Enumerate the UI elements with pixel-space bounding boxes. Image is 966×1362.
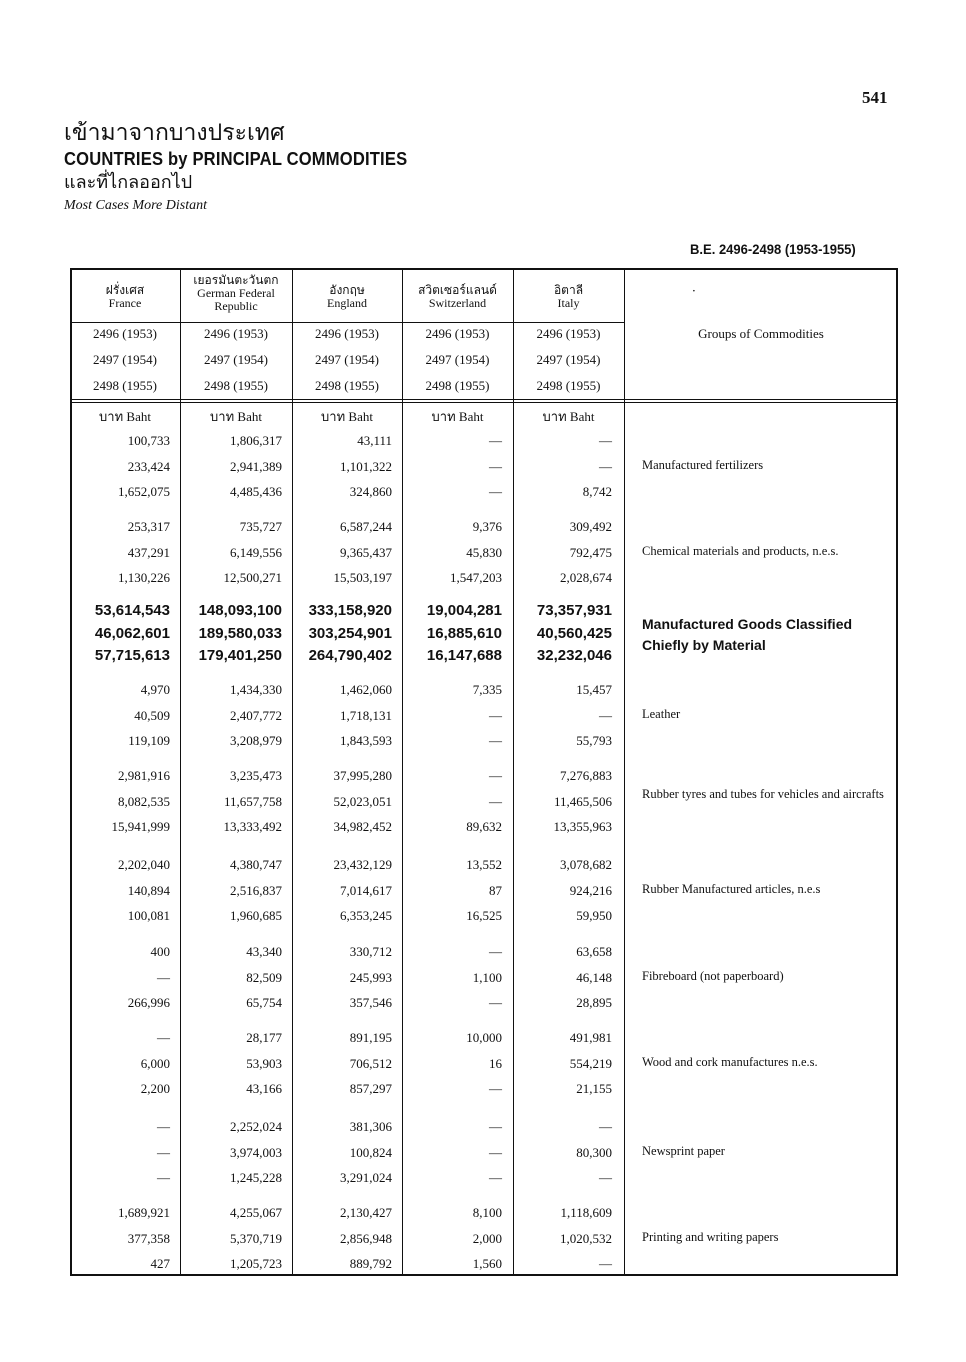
table-cell: 9,376	[472, 519, 502, 534]
commodity-label: Manufactured Goods Classified Chiefly by Material	[642, 616, 853, 653]
table-cell: —	[157, 1119, 170, 1134]
table-cell: 45,830	[466, 544, 502, 560]
table-cell: 13,552	[466, 857, 502, 872]
year-label: 2496 (1953)	[315, 326, 379, 341]
table-cell: 857,297	[349, 1081, 392, 1096]
table-cell: 6,587,244	[340, 519, 392, 534]
commodity-label: Wood and cork manufactures n.e.s.	[642, 1055, 818, 1069]
year-label: 2496 (1953)	[536, 326, 601, 341]
year-label: 2498 (1955)	[425, 378, 490, 393]
table-cell: 437,291	[127, 544, 170, 560]
period-label: B.E. 2496-2498 (1953-1955)	[690, 241, 856, 257]
year-label: 2496 (1953)	[93, 326, 157, 341]
table-cell: 57,715,613	[94, 647, 170, 664]
year-label: 2496 (1953)	[204, 326, 268, 341]
column-header	[292, 283, 402, 310]
unit-label: บาท Baht	[431, 409, 484, 424]
table-cell: 43,111	[357, 433, 392, 448]
table-cell: 5,370,719	[230, 1230, 282, 1246]
table-cell: 924,216	[569, 882, 612, 898]
table-cell: 46,062,601	[94, 624, 170, 642]
table-cell: 21,155	[576, 1081, 612, 1096]
table-cell: —	[489, 995, 502, 1010]
table-cell: 15,503,197	[333, 570, 392, 585]
table-cell: 889,792	[349, 1256, 392, 1271]
year-label: 2496 (1953)	[425, 326, 490, 341]
column-header-thai: อังกฤษ	[329, 283, 365, 297]
column-header-english: Italy	[557, 296, 580, 310]
table-cell: 40,560,425	[536, 624, 612, 642]
table-cell: 3,974,003	[230, 1144, 282, 1160]
thai-subtitle: และที่ไกลออกไป	[64, 172, 193, 193]
table-cell: 2,252,024	[230, 1119, 282, 1134]
table-cell: 87	[489, 882, 502, 898]
table-cell: 792,475	[569, 544, 612, 560]
table-cell: —	[489, 768, 502, 783]
table-cell: 400	[150, 944, 170, 959]
table-cell: 53,903	[246, 1055, 282, 1071]
table-cell: 1,462,060	[340, 682, 392, 697]
table-cell: —	[489, 707, 502, 723]
table-cell: 10,000	[466, 1030, 502, 1045]
year-label: 2497 (1954)	[536, 352, 601, 367]
table-cell: 6,353,245	[340, 908, 392, 923]
table-cell: 15,457	[576, 682, 612, 697]
table-cell: 43,340	[246, 944, 282, 959]
table-cell: 4,380,747	[230, 857, 282, 872]
header-rule	[70, 399, 898, 400]
year-label: 2497 (1954)	[93, 352, 157, 367]
table-cell: 891,195	[349, 1030, 392, 1045]
column-header	[180, 273, 292, 313]
commodity-label: Chemical materials and products, n.e.s.	[642, 544, 839, 558]
table-cell: —	[599, 1170, 612, 1185]
table-cell: 3,078,682	[560, 857, 612, 872]
column-header-thai: เยอรมันตะวันตก	[193, 273, 279, 287]
table-cell: —	[489, 1170, 502, 1185]
unit-label: บาท Baht	[210, 409, 262, 424]
column-header-english: France	[108, 296, 142, 310]
table-cell: 7,014,617	[340, 882, 392, 898]
table-cell: 2,407,772	[230, 707, 282, 723]
column-header-thai: สวิตเซอร์แลนด์	[418, 283, 497, 297]
table-cell: 491,981	[569, 1030, 612, 1045]
year-label: 2498 (1955)	[204, 378, 268, 393]
table-cell: 4,255,067	[230, 1205, 282, 1220]
table-cell: 16,147,688	[426, 647, 502, 664]
table-cell: 13,333,492	[223, 819, 282, 834]
column-header-thai: อิตาลี	[553, 283, 584, 297]
table-cell: 23,432,129	[333, 857, 392, 872]
column-header	[402, 283, 513, 310]
table-cell: 100,081	[127, 908, 170, 923]
table-cell: —	[489, 1119, 502, 1134]
english-title: COUNTRIES by PRINCIPAL COMMODITIES	[64, 149, 408, 169]
table-cell: 6,000	[140, 1055, 170, 1071]
table-cell: 1,547,203	[450, 570, 502, 585]
year-label: 2497 (1954)	[204, 352, 268, 367]
table-cell: 189,580,033	[198, 624, 282, 642]
table-cell: —	[157, 1030, 170, 1045]
table-cell: 2,202,040	[118, 857, 170, 872]
table-cell: 63,658	[576, 944, 612, 959]
column-header-english: Switzerland	[428, 296, 487, 310]
table-cell: —	[599, 1256, 612, 1271]
commodity-label: Printing and writing papers	[642, 1230, 779, 1244]
column-header	[70, 283, 180, 310]
table-cell: 1,960,685	[230, 908, 282, 923]
table-cell: 1,118,609	[560, 1205, 612, 1220]
header-rule	[70, 402, 898, 403]
table-cell: 1,101,322	[340, 458, 392, 474]
table-cell: 1,843,593	[340, 733, 392, 748]
table-cell: 1,560	[472, 1256, 502, 1271]
table-cell: 89,632	[466, 819, 502, 834]
table-cell: 266,996	[127, 995, 170, 1010]
column-header-thai: ฝรั่งเศส	[105, 283, 145, 297]
table-cell: 3,235,473	[230, 768, 282, 783]
table-cell: 1,245,228	[230, 1170, 282, 1185]
table-cell: 1,806,317	[230, 433, 282, 448]
table-cell: 37,995,280	[333, 768, 392, 783]
table-cell: 3,208,979	[230, 733, 282, 748]
table-cell: 427	[150, 1256, 170, 1271]
table-cell: 140,894	[127, 882, 170, 898]
table-cell: 8,082,535	[118, 793, 170, 809]
table-cell: —	[489, 433, 502, 448]
table-cell: —	[157, 1170, 170, 1185]
table-cell: 11,465,506	[553, 793, 612, 809]
table-cell: 82,509	[246, 969, 282, 985]
table-cell: 4,485,436	[230, 484, 282, 499]
table-cell: —	[599, 707, 612, 723]
table-cell: 2,028,674	[560, 570, 612, 585]
table-cell: 1,689,921	[118, 1205, 170, 1220]
table-cell: —	[489, 733, 502, 748]
table-cell: 2,941,389	[230, 458, 282, 474]
year-label: 2498 (1955)	[315, 378, 379, 393]
table-cell: —	[489, 458, 502, 474]
column-rule	[624, 268, 625, 1276]
column-header-english: German Federal Republic	[197, 286, 275, 313]
page-number: 541	[862, 88, 888, 107]
table-cell: 330,712	[349, 944, 392, 959]
unit-label: บาท Baht	[542, 409, 595, 424]
table-cell: 554,219	[569, 1055, 612, 1071]
table-cell: 53,614,543	[94, 602, 170, 619]
table-cell: 2,516,837	[230, 882, 282, 898]
table-cell: 46,148	[576, 969, 612, 985]
unit-label: บาท Baht	[321, 409, 373, 424]
table-cell: —	[489, 1144, 502, 1160]
table-cell: 179,401,250	[198, 647, 282, 664]
unit-label: บาท Baht	[99, 409, 151, 424]
table-cell: 16,885,610	[426, 624, 502, 642]
table-cell: 3,291,024	[340, 1170, 392, 1185]
table-cell: 2,981,916	[118, 768, 170, 783]
table-cell: —	[489, 1081, 502, 1096]
table-cell: 324,860	[349, 484, 392, 499]
column-header-english: England	[327, 296, 367, 310]
table-cell: 1,652,075	[118, 484, 170, 499]
commodity-label: Fibreboard (not paperboard)	[642, 969, 784, 983]
table-cell: —	[489, 793, 502, 809]
table-cell: 15,941,999	[111, 819, 170, 834]
commodity-label: Rubber Manufactured articles, n.e.s	[642, 882, 821, 896]
table-cell: —	[599, 458, 612, 474]
table-cell: 6,149,556	[230, 544, 282, 560]
year-label: 2497 (1954)	[425, 352, 490, 367]
table-cell: 100,733	[127, 433, 170, 448]
table-cell: 43,166	[246, 1081, 282, 1096]
table-cell: 34,982,452	[333, 819, 392, 834]
commodity-label: Newsprint paper	[642, 1144, 725, 1158]
table-cell: 80,300	[576, 1144, 612, 1160]
table-cell: 245,993	[349, 969, 392, 985]
table-cell: —	[489, 484, 502, 499]
table-cell: 65,754	[246, 995, 282, 1010]
table-cell: 253,317	[127, 519, 170, 534]
column-header	[513, 283, 624, 310]
year-label: 2498 (1955)	[536, 378, 601, 393]
table-cell: 119,109	[128, 733, 170, 748]
commodity-label: Manufactured fertilizers	[642, 458, 764, 472]
table-cell: 28,895	[576, 995, 612, 1010]
table-cell: 73,357,931	[536, 602, 612, 619]
table-cell: 100,824	[349, 1144, 392, 1160]
table-cell: 1,020,532	[560, 1230, 612, 1246]
table-cell: 28,177	[246, 1030, 282, 1045]
table-cell: 1,718,131	[340, 707, 392, 723]
table-cell: 9,365,437	[340, 544, 392, 560]
table-cell: 7,335	[472, 682, 502, 697]
table-cell: 16,525	[466, 908, 502, 923]
table-cell: 19,004,281	[426, 602, 502, 619]
table-cell: 233,424	[127, 458, 170, 474]
table-cell: 8,742	[582, 484, 612, 499]
table-cell: 148,093,100	[198, 602, 282, 619]
table-cell: 381,306	[349, 1119, 392, 1134]
table-cell: 32,232,046	[536, 647, 612, 664]
table-cell: —	[157, 969, 170, 985]
table-cell: 1,205,723	[230, 1256, 282, 1271]
table-cell: 59,950	[576, 908, 612, 923]
table-cell: 1,100	[472, 969, 502, 985]
table-cell: —	[599, 433, 612, 448]
table-cell: 303,254,901	[308, 624, 392, 642]
table-cell: —	[489, 944, 502, 959]
table-cell: 357,546	[349, 995, 392, 1010]
table-cell: —	[599, 1119, 612, 1134]
thai-title: เข้ามาจากบางประเทศ	[64, 120, 285, 146]
table-cell: 1,130,226	[118, 570, 170, 585]
table-cell: 706,512	[349, 1055, 392, 1071]
table-cell: 2,000	[472, 1230, 502, 1246]
year-label: 2497 (1954)	[315, 352, 379, 367]
table-cell: 333,158,920	[308, 602, 392, 619]
english-subtitle: Most Cases More Distant	[64, 198, 207, 213]
year-label: 2498 (1955)	[93, 378, 157, 393]
commodity-label: Rubber tyres and tubes for vehicles and aircrafts	[642, 787, 884, 801]
table-cell: —	[157, 1144, 170, 1160]
table-cell: 11,657,758	[223, 793, 282, 809]
table-cell: 309,492	[569, 519, 612, 534]
table-cell: 2,856,948	[340, 1230, 392, 1246]
table-cell: 377,358	[127, 1230, 170, 1246]
table-cell: 2,130,427	[340, 1205, 392, 1220]
table-cell: 4,970	[140, 682, 170, 697]
commodity-label: Leather	[642, 707, 681, 721]
table-cell: 12,500,271	[223, 570, 282, 585]
header-mark: ·	[692, 284, 696, 298]
table-cell: 2,200	[140, 1081, 170, 1096]
title-block	[64, 118, 437, 216]
table-cell: 8,100	[472, 1205, 502, 1220]
table-cell: 1,434,330	[230, 682, 282, 697]
table-cell: 7,276,883	[560, 768, 612, 783]
groups-header: Groups of Commodities	[698, 326, 824, 341]
header-rule	[70, 322, 624, 323]
table-cell: 40,509	[134, 707, 170, 723]
table-cell: 13,355,963	[553, 819, 612, 834]
table-cell: 264,790,402	[308, 647, 392, 664]
table-cell: 55,793	[576, 733, 612, 748]
table-cell: 735,727	[239, 519, 282, 534]
table-cell: 52,023,051	[333, 793, 392, 809]
table-cell: 16	[489, 1055, 502, 1071]
